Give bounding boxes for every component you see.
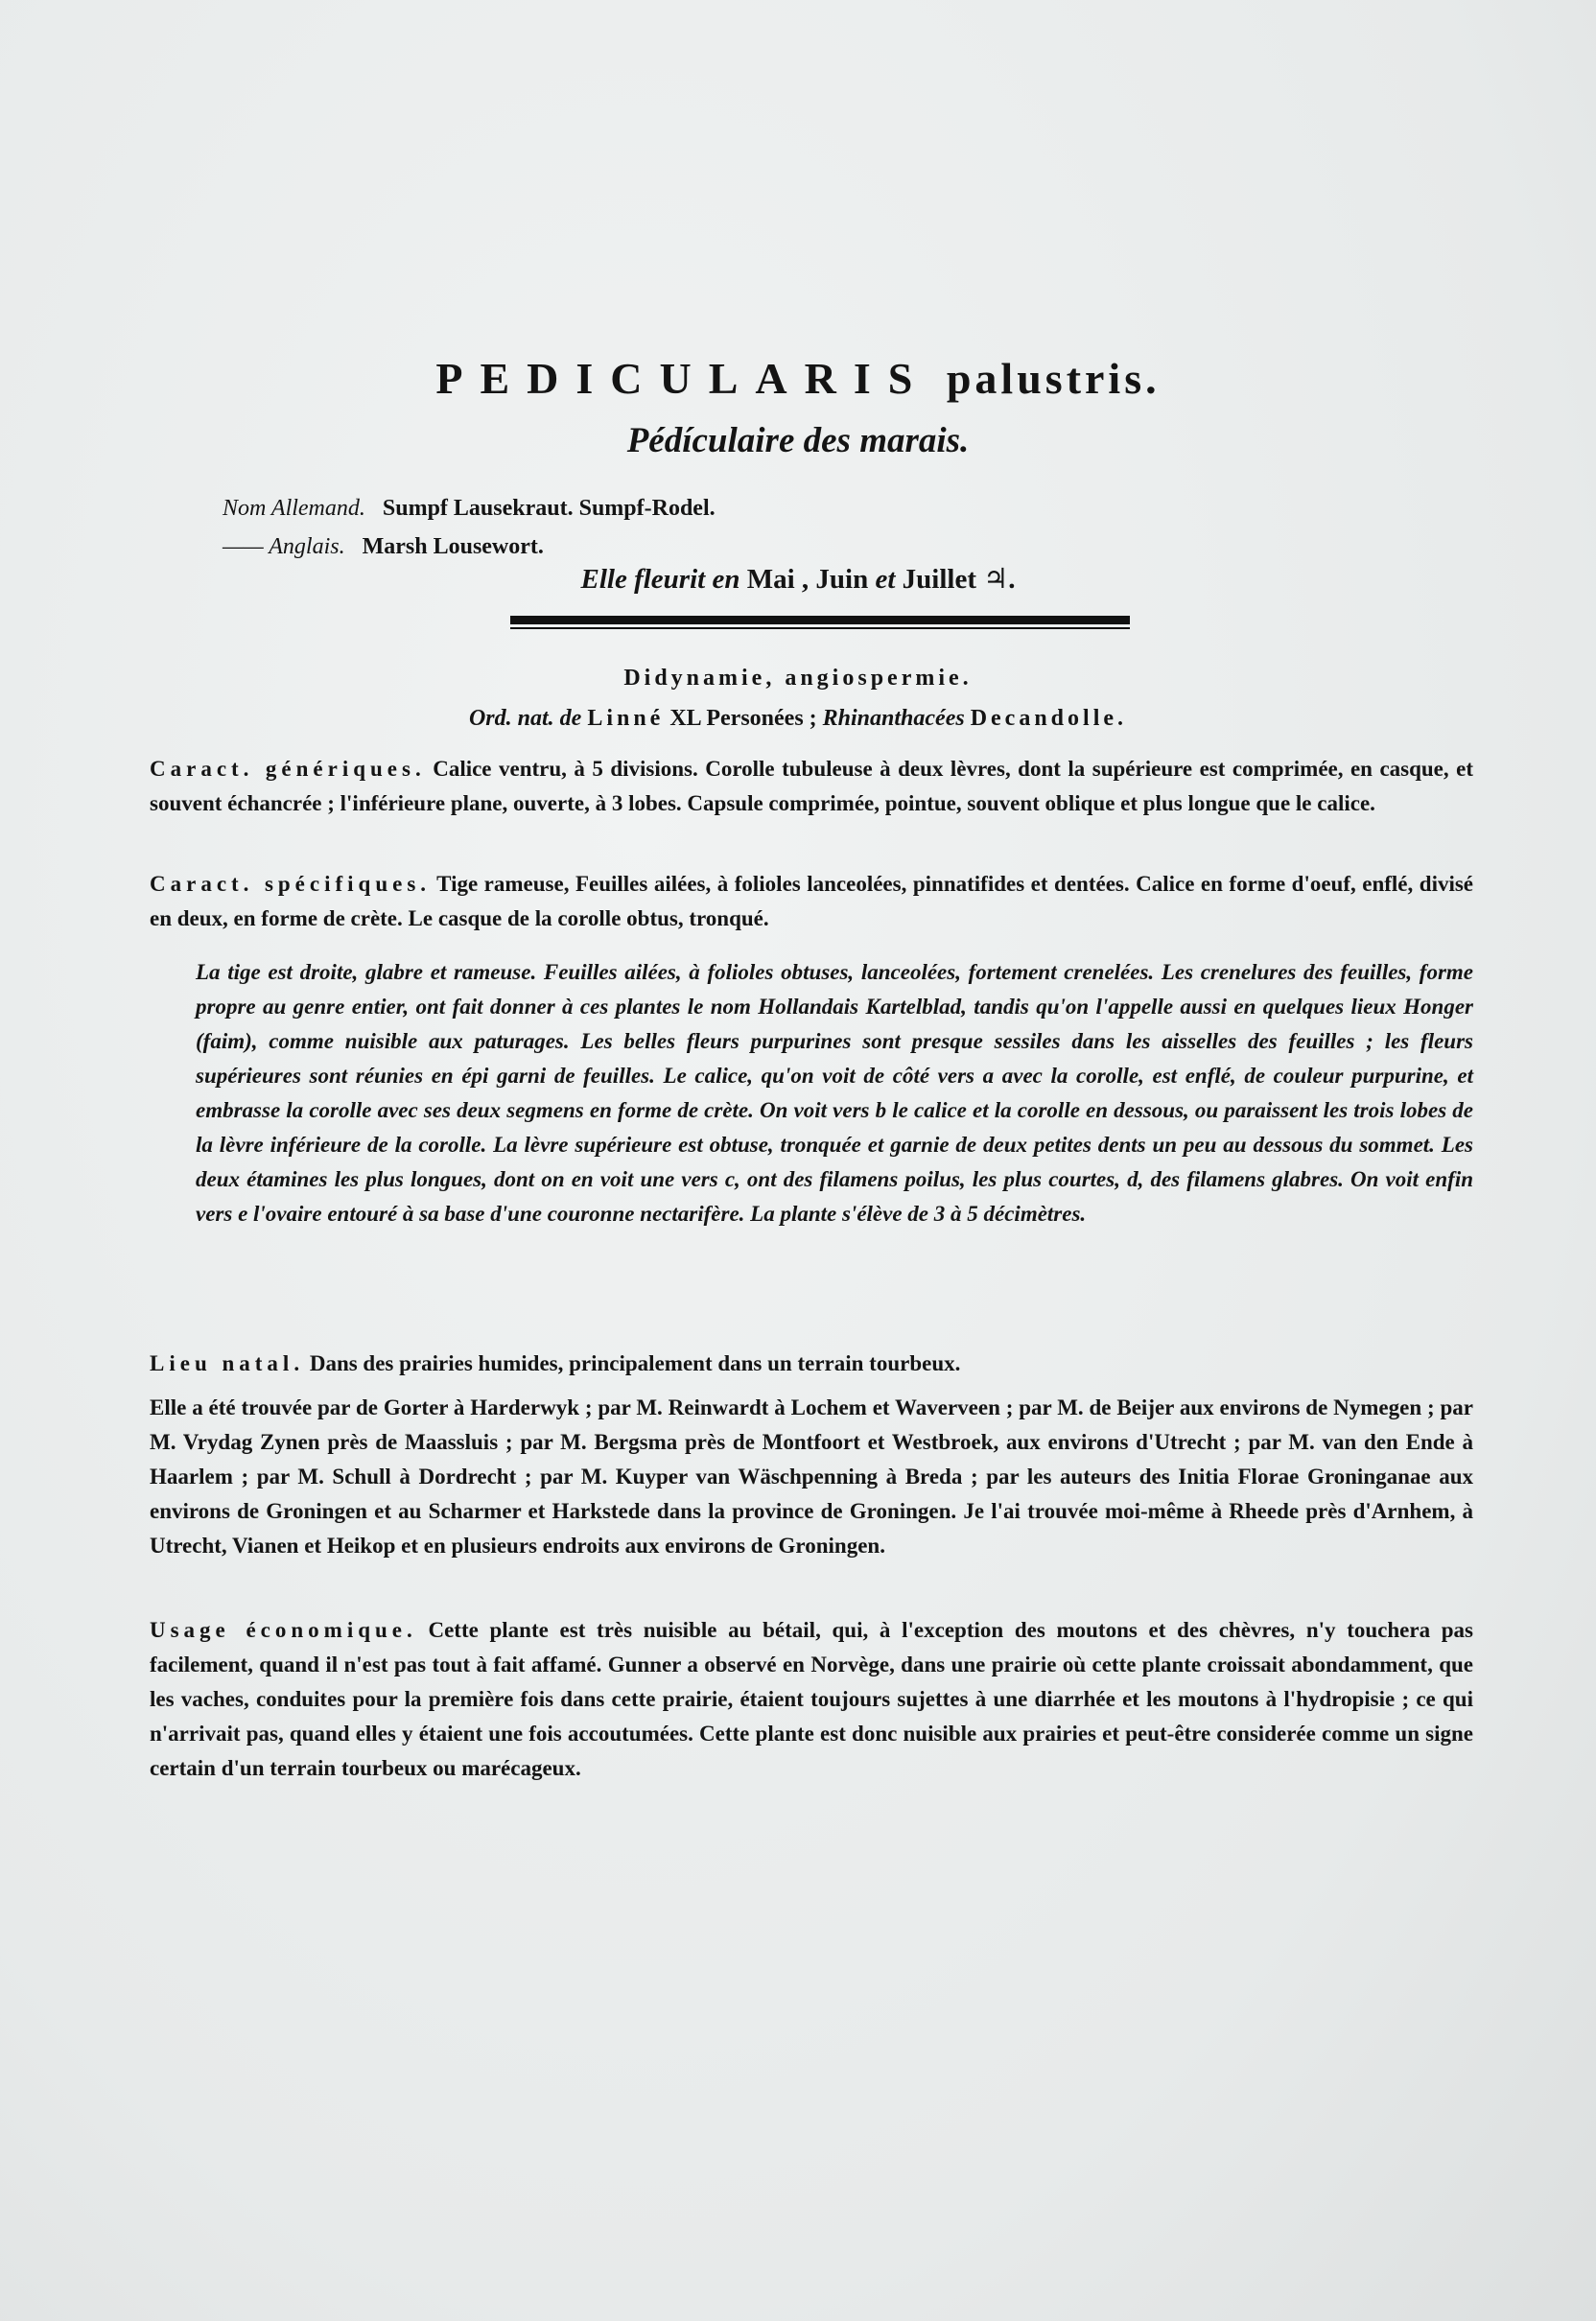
order-decandolle: Decandolle. [970, 706, 1128, 731]
habitat [150, 1347, 1473, 1381]
flowering-line [0, 562, 1596, 596]
order-linne: Linné [587, 706, 665, 731]
title-species: palustris. [946, 354, 1161, 403]
name-german-value: Sumpf Lausekraut. Sumpf-Rodel. [382, 496, 716, 521]
generic-lead: Caract. génériques. [150, 757, 426, 781]
generic-text: Calice ventru, à 5 divisions. Corolle tubuleuse à deux lèvres, dont la supérieure est comprimée, en casque, et souvent échancrée ; l'inférieure plane, ouverte, à 3 lobes. Capsule comprimée, pointue, souvent oblique et plus longue que le calice. [150, 757, 1473, 815]
specific-lead: Caract. spécifiques. [150, 872, 432, 896]
usage-text: Cette plante est très nuisible au bétail, qui, à l'exception des moutons et des chèvres, n'y touchera pas facilement, quand il n'est pas tout à fait affamé. Gunner a observé en Norvège, dans une prairie où cette plante croissait abondamment, que les vaches, conduites pour la première fois dans cette prairie, étaient toujours sujettes à une diarrhée et les moutons à l'hydropisie ; ce qui n'arrivait pas, quand elles y étaient une fois accoutumées. Cette plante est donc nuisible aux prairies et peut-être considerée comme un signe certain d'un terrain tourbeux ou marécageux. [150, 1618, 1473, 1780]
flowering-conj: et [875, 564, 896, 595]
flowering-months: Mai , Juin [746, 564, 869, 595]
order-family: Rhinanthacées [822, 706, 965, 731]
name-english-value: Marsh Lousewort. [362, 534, 544, 559]
order-prefix: Ord. nat. de [468, 706, 582, 731]
specific-text: Tige rameuse, Feuilles ailées, à folioles lanceolées, pinnatifides et dentées. Calice en forme d'oeuf, enflé, divisé en deux, en forme de crète. Le casque de la corolle obtus, tronqué. [150, 872, 1474, 930]
flowering-last: Juillet ♃. [902, 564, 1016, 595]
plant-description: La tige est droite, glabre et rameuse. Feuilles ailées, à folioles obtuses, lanceolées, fortement crenelées. Les crenelures des feuilles, forme propre au genre entier, ont fait donner à ces plantes le nom Hollandais Kartelblad, tandis qu'on l'appelle aussi en quelques lieux Honger (faim), comme nuisible aux paturages. Les belles fleurs purpurines sont presque sessiles dans les aisselles des feuilles ; les fleurs supérieures sont réunies en épi garni de feuilles. Le calice, qu'on voit de côté vers a avec la corolle, est enflé, de couleur purpurine, et embrasse la corolle avec ses deux segmens en forme de crète. On voit vers b le calice et la corolle en dessous, ou paraissent les trois lobes de la lèvre inférieure de la corolle. La lèvre supérieure est obtuse, tronquée et garnie de deux petites dents un peu au dessous du sommet. Les deux étamines les plus longues, dont on en voit une vers c, ont des filamens poilus, les plus courtes, d, des filamens glabres. On voit enfin vers e l'ovaire entouré à sa base d'une couronne nectarifère. La plante s'élève de 3 à 5 décimètres. [196, 960, 1473, 1226]
name-german [223, 489, 716, 528]
name-english [223, 528, 716, 566]
flowering-prefix: Elle fleurit en [580, 564, 740, 595]
generic-characters [150, 752, 1473, 821]
habitat-lead: Lieu natal. [150, 1351, 305, 1375]
french-name: Pédículaire des marais. [626, 421, 970, 460]
habitat-text: Dans des prairies humides, principalement dans un terrain tourbeux. [309, 1351, 961, 1375]
name-german-label: Nom Allemand. [223, 496, 365, 521]
title-genus: PEDICULARIS [435, 354, 930, 403]
natural-order [0, 706, 1596, 732]
specific-characters [150, 867, 1473, 936]
divider-rule [510, 616, 1130, 629]
name-english-label: —— Anglais. [223, 534, 345, 559]
economic-usage [150, 1613, 1473, 1786]
classification: Didynamie, angiospermie. [623, 666, 973, 691]
usage-lead: Usage économique. [150, 1618, 417, 1642]
vernacular-names [223, 489, 716, 566]
page-title [0, 353, 1596, 404]
localities: Elle a été trouvée par de Gorter à Harderwyk ; par M. Reinwardt à Lochem et Waverveen ; par M. de Beijer aux environs de Nymegen ; par M. Vrydag Zynen près de Maassluis ; par M. Bergsma près de Montfoort et Westbroek, aux environs d'Utrecht ; par M. van den Ende à Haarlem ; par M. Schull à Dordrecht ; par M. Kuyper van Wäschpenning à Breda ; par les auteurs des Initia Florae Groninganae aux environs de Groningen et au Scharmer et Harkstede dans la province de Groningen. Je l'ai trouvée moi-même à Rheede près d'Arnhem, à Utrecht, Vianen et Heikop et en plusieurs endroits aux environs de Groningen. [150, 1395, 1473, 1558]
order-mid: XL Personées ; [669, 706, 817, 731]
